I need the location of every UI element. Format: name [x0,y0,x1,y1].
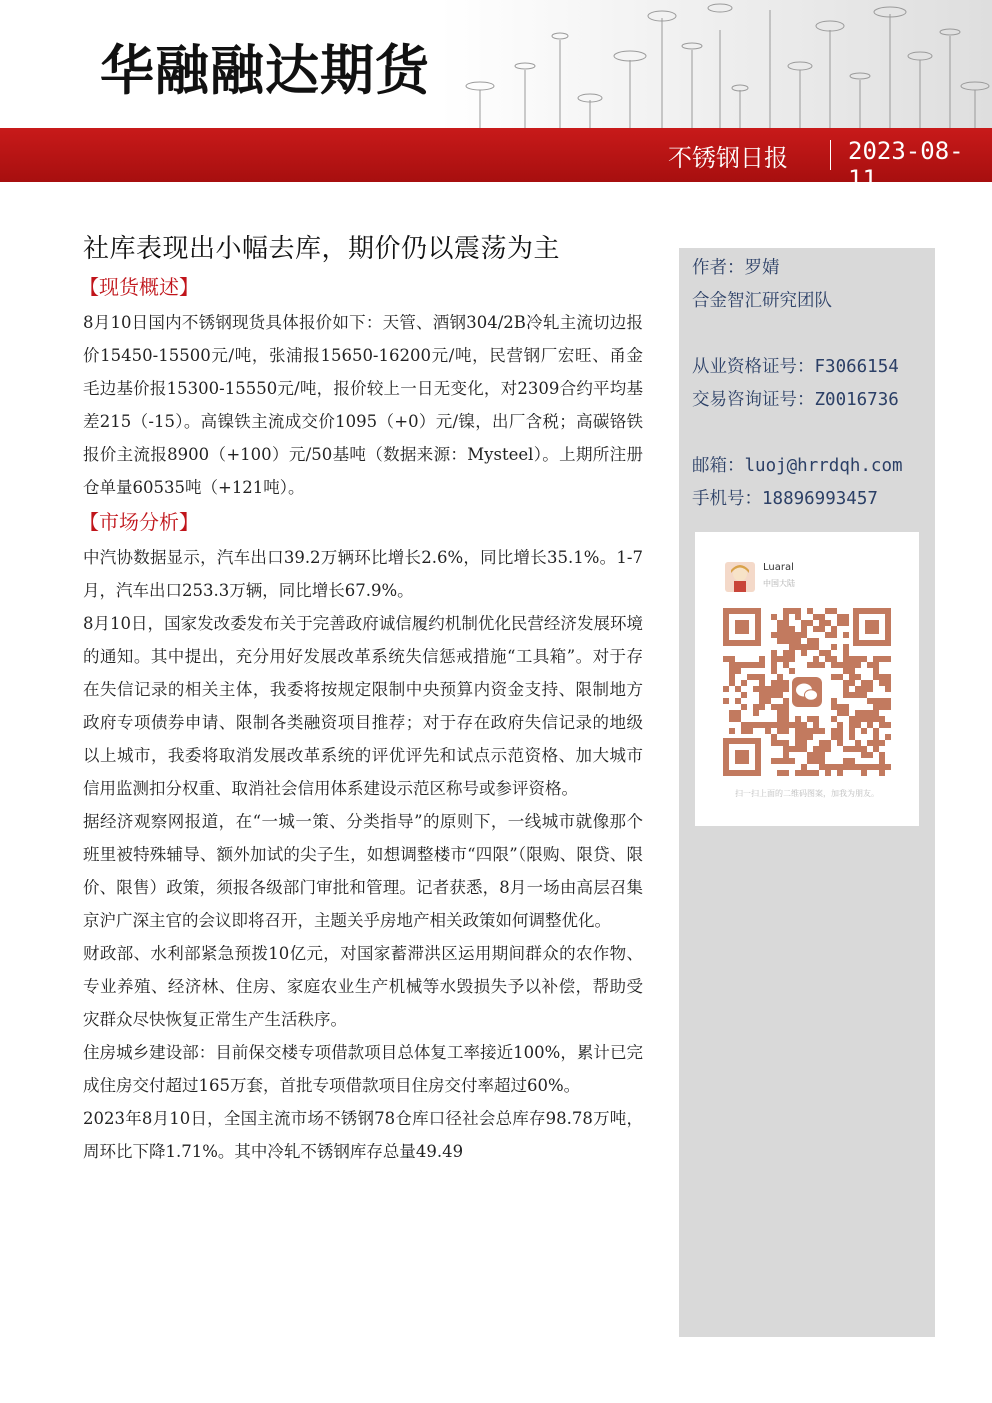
report-headline: 社库表现出小幅去库，期价仍以震荡为主 [83,234,561,264]
author-name: 作者：罗婧 [692,258,780,278]
license-number: 从业资格证号：F3066154 [692,357,899,377]
wechat-qr-card [695,532,919,826]
paragraph: 8月10日，国家发改委发布关于完善政府诚信履约机制优化民营经济发展环境的通知。其中提出，充分用好发展改革系统失信惩戒措施“工具箱”。对于存在失信记录的相关主体，我委将按规定限制中央预算内资金支持、限制地方政府专项债券申请、限制各类融资项目推荐；对于存在政府失信记录的地级以上城市，我委将取消发展改革系统的评优评先和试点示范资格、加大城市信用监测扣分权重、取消社会信用体系建设示范区称号或参评资格。 [83,614,643,798]
report-header [0,0,992,193]
qr-contact-name: Luaral [763,562,794,573]
title-bar [0,128,992,182]
report-body [79,228,643,1168]
email-link[interactable]: 邮箱：luoj@hrrdqh.com [692,456,903,476]
company-name: 华融融达期货 [100,39,430,102]
research-team: 合金智汇研究团队 [692,291,832,311]
paragraph: 8月10日国内不锈钢现货具体报价如下：天管、酒钢304/2B冷轧主流切边报价15450-15500元/吨，张浦报15650-16200元/吨，民营钢厂宏旺、甬金毛边基价报15300-15550元/吨，报价较上一日无变化，对2309合约平均基差215（-15）。高镍铁主流成交价1095（+0）元/镍，出厂含税；高碳铬铁报价主流报8900（+100）元/50基吨（数据来源：Mysteel）。上期所注册仓单量60535吨（+121吨）。 [83,313,643,497]
report-date: 2023-08-11 [848,137,964,193]
paragraph: 住房城乡建设部：目前保交楼专项借款项目总体复工率接近100%，累计已完成住房交付超过165万套，首批专项借款项目住房交付率超过60%。 [83,1043,643,1095]
author-sidebar [679,248,935,1337]
section-title-market: 【市场分析】 [79,510,199,534]
paragraph: 据经济观察网报道，在“一城一策、分类指导”的原则下，一线城市就像那个班里被特殊辅导、额外加试的尖子生，如想调整楼市“四限”（限购、限贷、限价、限售）政策，须报各级部门审批和管理。记者获悉，8月一场由高层召集京沪广深主官的会议即将召开，主题关乎房地产相关政策如何调整优化。 [83,812,643,930]
phone-number: 手机号：18896993457 [692,489,878,509]
qr-code[interactable] [723,608,891,776]
report-type: 不锈钢日报 [668,144,788,172]
paragraph: 2023年8月10日，全国主流市场不锈钢78仓库口径社会总库存98.78万吨，周环比下降1.71%。其中冷轧不锈钢库存总量49.49 [83,1109,643,1161]
title-divider [830,140,831,170]
paragraph: 财政部、水利部紧急预拨10亿元，对国家蓄滞洪区运用期间群众的农作物、专业养殖、经济林、住房、家庭农业生产机械等水毁损失予以补偿，帮助受灾群众尽快恢复正常生产生活秩序。 [83,944,643,1029]
avatar [725,562,755,592]
wechat-icon [792,677,822,707]
section-title-spot: 【现货概述】 [79,275,199,299]
qr-contact-region: 中国大陆 [763,579,795,588]
header-decoration [440,0,992,128]
qr-caption: 扫一扫上面的二维码图案，加我为朋友。 [735,789,879,798]
consult-number: 交易咨询证号：Z0016736 [692,390,899,410]
paragraph: 中汽协数据显示，汽车出口39.2万辆环比增长2.6%，同比增长35.1%。1-7月，汽车出口253.3万辆，同比增长67.9%。 [83,548,643,600]
